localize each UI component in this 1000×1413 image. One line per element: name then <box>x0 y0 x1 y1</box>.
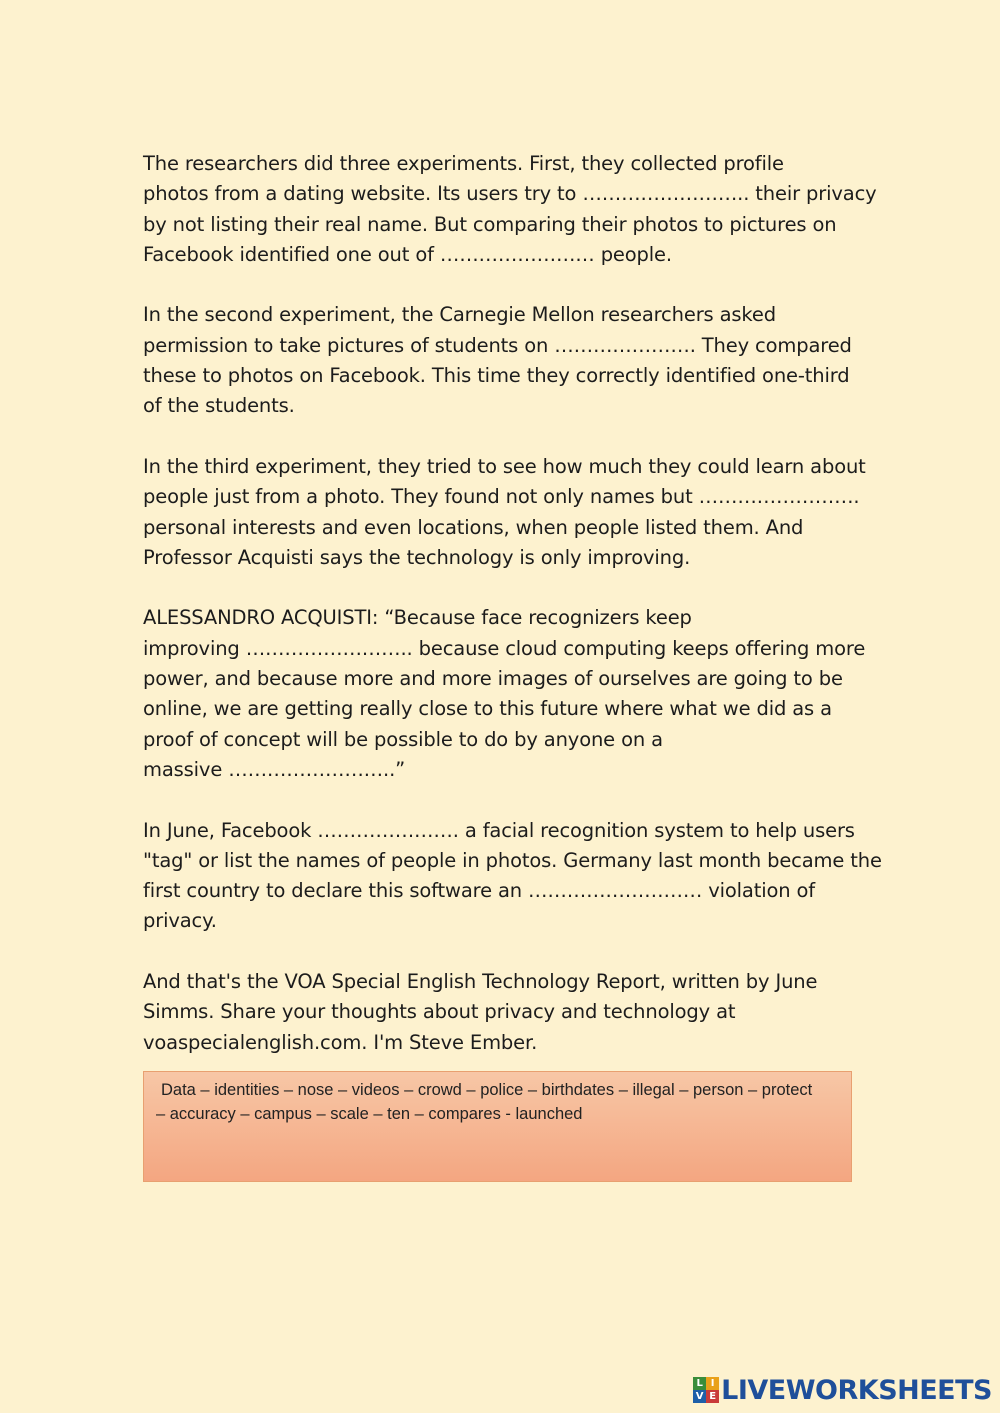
text-line: The researchers did three experiments. First, they collected profile <box>143 152 784 175</box>
text-line: these to photos on Facebook. This time they correctly identified one-third <box>143 364 850 388</box>
logo-wordmark: LIVEWORKSHEETS <box>721 1374 992 1406</box>
text-line: massive ……………………..” <box>143 757 406 781</box>
paragraph-experiment-two <box>143 300 863 421</box>
paragraph-acquisti-quote <box>143 603 866 785</box>
text-line: proof of concept will be possible to do by anyone on a <box>143 727 663 751</box>
logo-icon-letter: E <box>706 1390 719 1403</box>
text-line: people just from a photo. They found not only names but ……………………. <box>143 485 860 509</box>
text-line: voaspecialenglish.com. I'm Steve Ember. <box>143 1030 538 1054</box>
word-bank-line: – accuracy – campus – scale – ten – compares - launched <box>156 1105 583 1123</box>
paragraph-closing <box>143 967 863 1058</box>
text-line: In the second experiment, the Carnegie Mellon researchers asked <box>143 303 776 327</box>
text-line: In June, Facebook …………………. a facial recognition system to help users <box>143 818 855 842</box>
text-line: by not listing their real name. But comparing their photos to pictures on <box>143 212 837 236</box>
text-line: "tag" or list the names of people in photos. Germany last month became the <box>143 848 882 872</box>
logo-icon-letter: I <box>706 1377 719 1390</box>
text-line: first country to declare this software an ……………………… violation of <box>143 879 816 903</box>
logo-icon-letter: V <box>693 1390 706 1403</box>
paragraph-experiment-three <box>143 452 866 573</box>
paragraph-facebook-june <box>143 816 882 937</box>
text-line: of the students. <box>143 394 295 418</box>
text-line: Simms. Share your thoughts about privacy and technology at <box>143 1000 736 1024</box>
text-line: online, we are getting really close to this future where what we did as a <box>143 697 832 721</box>
text-line: improving …………………….. because cloud computing keeps offering more <box>143 636 866 660</box>
text-line: And that's the VOA Special English Technology Report, written by June <box>143 970 818 994</box>
article-text <box>143 149 882 1088</box>
liveworksheets-logo-icon <box>693 1377 719 1403</box>
text-line: power, and because more and more images of ourselves are going to be <box>143 667 843 691</box>
text-line: Professor Acquisti says the technology is only improving. <box>143 545 691 569</box>
logo-icon-letter: L <box>693 1377 706 1390</box>
paragraph-experiment-one <box>143 149 877 270</box>
text-line: permission to take pictures of students on …………………. They compared <box>143 333 852 357</box>
text-line: ALESSANDRO ACQUISTI: “Because face recognizers keep <box>143 606 692 630</box>
word-bank-line: Data – identities – nose – videos – crowd – police – birthdates – illegal – person – protect <box>161 1081 813 1099</box>
liveworksheets-logo[interactable] <box>693 1373 992 1407</box>
word-bank-box <box>143 1071 852 1182</box>
text-line: privacy. <box>143 909 217 933</box>
text-line: photos from a dating website. Its users try to …………………….. their privacy <box>143 182 877 206</box>
text-line: In the third experiment, they tried to see how much they could learn about <box>143 454 866 478</box>
text-line: Facebook identified one out of …………………… people. <box>143 242 672 266</box>
text-line: personal interests and even locations, when people listed them. And <box>143 515 804 539</box>
